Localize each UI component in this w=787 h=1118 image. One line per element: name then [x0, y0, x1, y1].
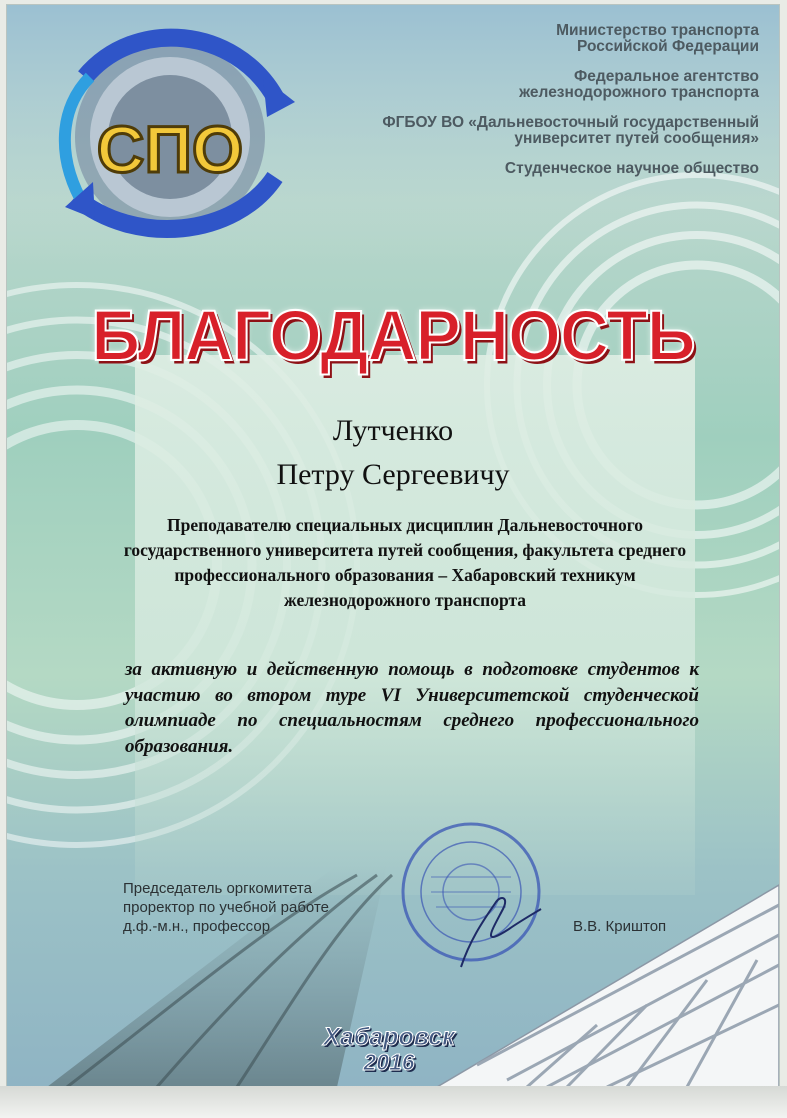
scan-margin	[0, 1086, 787, 1118]
gratitude-reason: за активную и действенную помощь в подготовке студентов к участию во втором туре VI Университетской студенческой олимпиаде по специальностям среднего профессионального образования.	[125, 659, 699, 757]
recipient-given-names: Петру Сергеевичу	[276, 458, 510, 491]
signer-name: В.В. Криштоп	[573, 918, 667, 935]
recipient-position: Преподавателю специальных дисциплин Дальневосточного государственного университета путей сообщения, факультета среднего профессионального образования – Хабаровский техникум железнодорожного транспорта	[123, 515, 687, 610]
ministry-name: Министерство транспорта Российской Федерации	[556, 22, 759, 55]
logo-text: СПО	[96, 112, 244, 186]
society-name: Студенческое научное общество	[504, 160, 759, 177]
footer-year: 2016	[363, 1049, 415, 1075]
footer-city: Хабаровск	[323, 1023, 455, 1051]
certificate-sheet	[6, 4, 780, 1088]
certificate-title: БЛАГОДАРНОСТЬ	[91, 296, 695, 376]
university-stamp	[391, 817, 561, 977]
agency-name: Федеральное агентство железнодорожного транспорта	[519, 68, 759, 101]
spo-logo	[45, 7, 315, 257]
issuer-header	[289, 23, 759, 191]
recipient-surname: Лутченко	[332, 414, 454, 447]
signatory-title: Председатель оргкомитета проректор по учебной работе д.ф.-м.н., профессор	[123, 880, 329, 935]
university-name: ФГБОУ ВО «Дальневосточный государственный университет путей сообщения»	[382, 114, 759, 147]
recipient-name	[7, 409, 779, 497]
